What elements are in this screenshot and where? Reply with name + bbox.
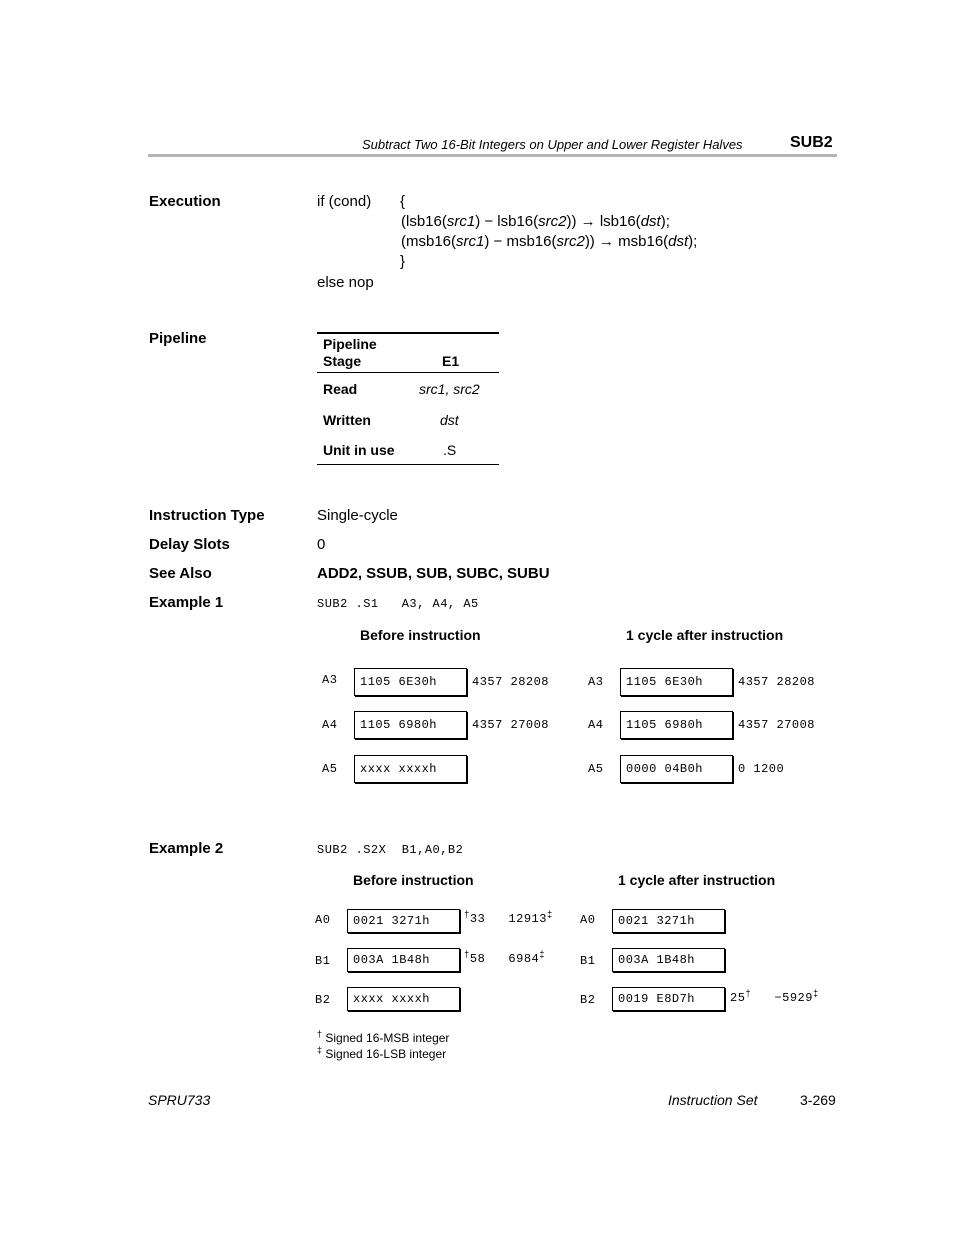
register-decimal: 4357 27008 [472, 718, 550, 732]
delay-slots-value: 0 [317, 536, 326, 553]
footnote: ‡ Signed 16-LSB integer [317, 1045, 447, 1061]
delay-slots-label: Delay Slots [149, 536, 230, 553]
instruction-type-label: Instruction Type [149, 507, 265, 524]
register-name: A0 [315, 913, 331, 927]
see-also-label: See Also [149, 565, 212, 582]
pipeline-row-stage: Read [323, 381, 358, 397]
register-box: 1105 6E30h [620, 668, 733, 696]
register-split-decimal: †58 6984‡ [464, 950, 546, 966]
register-decimal: 4357 28208 [738, 675, 816, 689]
register-box: 1105 6E30h [354, 668, 467, 696]
register-name: A4 [588, 718, 604, 732]
register-box: 0000 04B0h [620, 755, 733, 783]
pipeline-table-bottom-rule [317, 464, 499, 465]
register-name: A5 [322, 762, 338, 776]
see-also-value: ADD2, SSUB, SUB, SUBC, SUBU [317, 565, 550, 582]
example2-label: Example 2 [149, 840, 224, 857]
execution-close-brace: } [400, 253, 406, 270]
register-name: B2 [315, 993, 331, 1007]
pipeline-header-e1: E1 [442, 353, 460, 369]
register-box: 0021 3271h [612, 909, 725, 933]
running-header-title: Subtract Two 16-Bit Integers on Upper and Lower Register Halves [362, 137, 743, 152]
example1-before-title: Before instruction [360, 627, 481, 643]
example2-after-title: 1 cycle after instruction [618, 872, 776, 888]
register-name: B2 [580, 993, 596, 1007]
pipeline-label: Pipeline [149, 330, 207, 347]
register-box: xxxx xxxxh [354, 755, 467, 783]
footer-page-number: 3-269 [800, 1092, 836, 1108]
example2-before-title: Before instruction [353, 872, 474, 888]
register-box: xxxx xxxxh [347, 987, 460, 1011]
register-name: A5 [588, 762, 604, 776]
pipeline-row-value: src1, src2 [419, 381, 480, 397]
example2-code: SUB2 .S2X B1,A0,B2 [317, 843, 464, 857]
register-name: B1 [580, 954, 596, 968]
header-rule [148, 154, 837, 157]
register-split-decimal: †33 12913‡ [464, 910, 553, 926]
register-split-decimal: 25† −5929‡ [730, 989, 819, 1005]
register-decimal: 4357 28208 [472, 675, 550, 689]
instruction-type-value: Single-cycle [317, 507, 398, 524]
register-name: A0 [580, 913, 596, 927]
register-box: 0021 3271h [347, 909, 460, 933]
register-name: B1 [315, 954, 331, 968]
example1-code: SUB2 .S1 A3, A4, A5 [317, 597, 479, 611]
register-name: A3 [322, 673, 338, 687]
pipeline-table-header-rule [317, 372, 499, 373]
register-name: A3 [588, 675, 604, 689]
example1-after-title: 1 cycle after instruction [626, 627, 784, 643]
execution-line-lsb: (lsb16(src1) − lsb16(src2)) → lsb16(dst); [401, 213, 670, 230]
register-decimal: 0 1200 [738, 762, 785, 776]
execution-open-brace: { [400, 193, 406, 210]
pipeline-row-stage: Unit in use [323, 442, 395, 458]
register-box: 1105 6980h [620, 711, 733, 739]
footer-section: Instruction Set [668, 1092, 758, 1108]
pipeline-row-value: .S [443, 442, 457, 458]
pipeline-row-value: dst [440, 412, 459, 428]
execution-line-msb: (msb16(src1) − msb16(src2)) → msb16(dst); [401, 233, 698, 250]
pipeline-row-stage: Written [323, 412, 371, 428]
register-box: 003A 1B48h [612, 948, 725, 972]
register-decimal: 4357 27008 [738, 718, 816, 732]
footnote: † Signed 16-MSB integer [317, 1029, 450, 1045]
pipeline-header-stage-line1: Pipeline [323, 336, 377, 352]
pipeline-table-top-rule [317, 332, 499, 334]
footer-doc-id: SPRU733 [148, 1092, 211, 1108]
execution-else: else nop [317, 274, 374, 291]
register-box: 0019 E8D7h [612, 987, 725, 1011]
example1-label: Example 1 [149, 594, 224, 611]
register-box: 003A 1B48h [347, 948, 460, 972]
execution-cond: if (cond) [317, 193, 372, 210]
execution-label: Execution [149, 193, 221, 210]
register-box: 1105 6980h [354, 711, 467, 739]
register-name: A4 [322, 718, 338, 732]
pipeline-header-stage-line2: Stage [323, 353, 362, 369]
running-header-code: SUB2 [790, 134, 833, 151]
